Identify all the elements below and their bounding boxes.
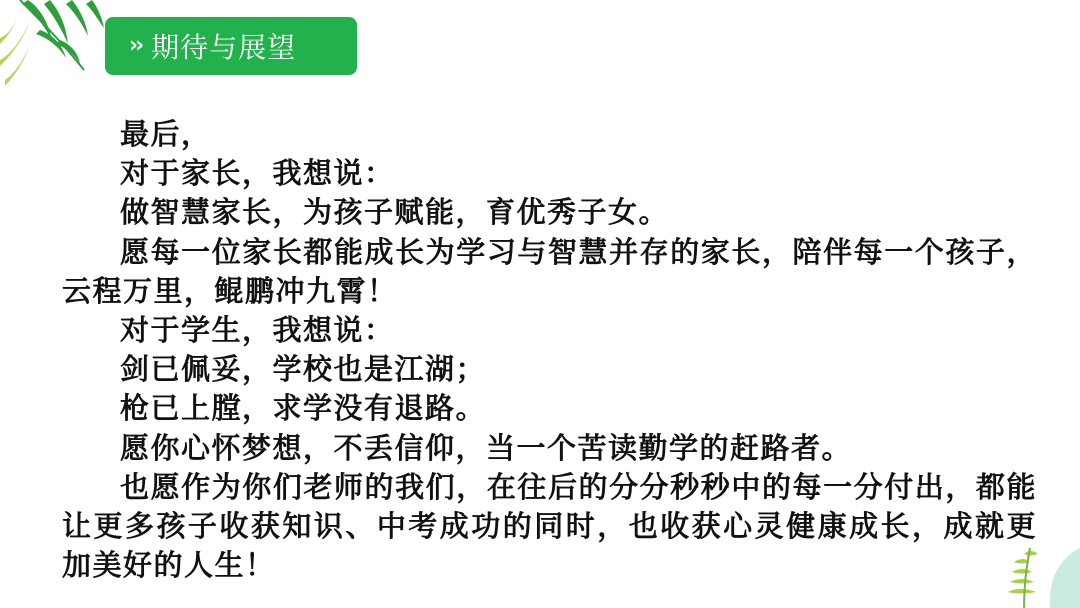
paragraph: 对于学生，我想说： <box>120 313 395 348</box>
section-title-badge <box>105 17 357 75</box>
section-title: 期待与展望 <box>151 31 297 64</box>
paragraph: 剑已佩妥，学校也是江湖； <box>120 352 487 387</box>
chevrons-icon: ›› <box>129 32 142 58</box>
paragraph: 愿每一位家长都能成长为学习与智慧并存的家长，陪伴每一个孩子，云程万里，鲲鹏冲九霄！ <box>62 234 1037 308</box>
paragraph: 也愿作为你们老师的我们，在往后的分分秒秒中的每一分付出，都能让更多孩子收获知识、中考成功的同时，也收获心灵健康成长，成就更加美好的人生！ <box>62 469 1037 583</box>
paragraph: 做智慧家长，为孩子赋能，育优秀子女。 <box>120 195 670 230</box>
paragraph: 枪已上膛，求学没有退路。 <box>120 391 487 426</box>
paragraph: 愿你心怀梦想，不丢信仰，当一个苦读勤学的赶路者。 <box>120 430 853 465</box>
paragraph: 最后， <box>120 117 212 151</box>
paragraph: 对于家长，我想说： <box>120 156 395 191</box>
body-text <box>62 115 1037 585</box>
